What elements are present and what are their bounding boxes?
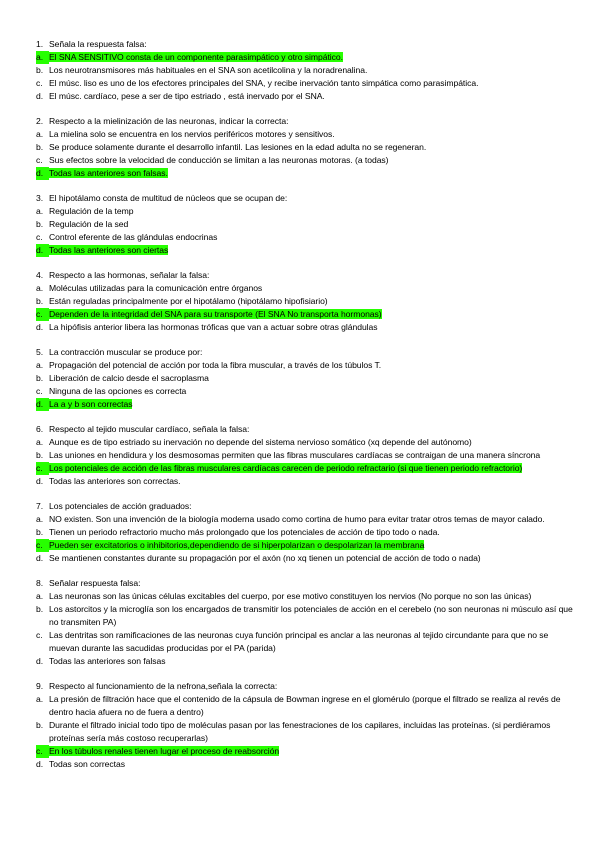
option-text: Están reguladas principalmente por el hipotálamo (hipotálamo hipofisiario): [49, 296, 328, 306]
question-2: [36, 115, 576, 180]
option-letter: c.: [36, 78, 43, 88]
option: [36, 629, 576, 655]
option-text-container: [49, 745, 576, 758]
option-highlighted: [36, 745, 576, 758]
option-text: Todas son correctas: [49, 759, 125, 769]
option-text-container: [49, 295, 576, 308]
question-number: 5.: [36, 347, 44, 357]
option: [36, 436, 576, 449]
option: [36, 218, 576, 231]
option: [36, 693, 576, 719]
option-text: La hipófisis anterior libera las hormonas tróficas que van a actuar sobre otras glándulas: [49, 322, 378, 332]
option-text-container: [49, 526, 576, 539]
option-letter: a.: [36, 51, 49, 64]
option-text-container: [49, 629, 576, 655]
option-text-container: [49, 590, 576, 603]
option: [36, 231, 576, 244]
option-text: El músc. cardíaco, pese a ser de tipo estriado , está inervado por el SNA.: [49, 91, 325, 101]
question-stem: [36, 680, 576, 693]
option: [36, 141, 576, 154]
option-text: Los neurotransmisores más habituales en el SNA son acetilcolina y la noradrenalina.: [49, 65, 368, 75]
option-letter: d.: [36, 476, 44, 486]
question-text: Respecto a las hormonas, señalar la falsa:: [49, 270, 210, 280]
option-letter: c.: [36, 386, 43, 396]
option-text-container: [49, 552, 576, 565]
option-text: Las neuronas son las únicas células excitables del cuerpo, por ese motivo constituyen los nervios (No porque no son las únicas): [49, 591, 532, 601]
option-text-container: [49, 436, 576, 449]
option-text: Sus efectos sobre la velocidad de conducción se limitan a las neuronas motoras. (a todas): [49, 155, 389, 165]
option: [36, 321, 576, 334]
option: [36, 295, 576, 308]
option-text: Todas las anteriores son falsas: [49, 656, 166, 666]
option-letter: a.: [36, 206, 44, 216]
option-letter: b.: [36, 219, 44, 229]
option-text-container: [49, 51, 576, 64]
option-text-container: [49, 359, 576, 372]
question-number: 8.: [36, 578, 44, 588]
option-text: Se produce solamente durante el desarrollo infantil. Las lesiones en la edad adulta no se regeneran.: [49, 142, 427, 152]
question-text: Señalar respuesta falsa:: [49, 578, 141, 588]
option-letter: a.: [36, 360, 44, 370]
question-number: 3.: [36, 193, 44, 203]
option-text-container: [49, 64, 576, 77]
option-text-container: [49, 758, 576, 771]
option: [36, 77, 576, 90]
option-highlighted: [36, 462, 576, 475]
option: [36, 719, 576, 745]
option: [36, 64, 576, 77]
option-text: Todas las anteriores son correctas.: [49, 476, 181, 486]
option-text-container: [49, 244, 576, 257]
question-text: La contracción muscular se produce por:: [49, 347, 203, 357]
option-text-container: [49, 308, 576, 321]
option: [36, 758, 576, 771]
option-letter: d.: [36, 244, 49, 257]
option-letter: c.: [36, 232, 43, 242]
question-stem: [36, 423, 576, 436]
option-letter: c.: [36, 308, 49, 321]
option-text-container: [49, 539, 576, 552]
option: [36, 90, 576, 103]
option-text: La mielina solo se encuentra en los nervios periféricos motores y sensitivos.: [49, 129, 335, 139]
option-highlighted: [36, 244, 576, 257]
option-letter: a.: [36, 437, 44, 447]
option-text-container: [49, 128, 576, 141]
option-letter: a.: [36, 514, 44, 524]
question-number: 4.: [36, 270, 44, 280]
option-letter: b.: [36, 720, 44, 730]
option: [36, 205, 576, 218]
question-list: [36, 38, 576, 783]
option-letter: d.: [36, 656, 44, 666]
option-letter: b.: [36, 296, 44, 306]
option: [36, 449, 576, 462]
option-letter: a.: [36, 694, 44, 704]
option: [36, 128, 576, 141]
question-8: [36, 577, 576, 668]
option-text: La a y b son correctas: [49, 399, 133, 409]
option-text: Durante el filtrado inicial todo tipo de moléculas pasan por las fenestraciones de los capilares, incluidas las proteínas. (si perdiéramos proteínas sería más costoso recuperarlas): [49, 720, 551, 743]
option-text-container: [49, 205, 576, 218]
option: [36, 655, 576, 668]
option-text: La presión de filtración hace que el contenido de la cápsula de Bowman ingrese en el glomérulo (porque el filtrado se realiza al revés de dentro hacia afuera no de fuera a dentro): [49, 694, 561, 717]
option-highlighted: [36, 167, 576, 180]
option: [36, 526, 576, 539]
option-text: Se mantienen constantes durante su propagación por el axón (no xq tienen un potencial de acción de todo o nada): [49, 553, 481, 563]
option-text: Todas las anteriores son falsas.: [49, 168, 168, 178]
question-stem: [36, 346, 576, 359]
option-text: Ninguna de las opciones es correcta: [49, 386, 187, 396]
option-letter: c.: [36, 745, 49, 758]
option-letter: a.: [36, 129, 44, 139]
option-letter: c.: [36, 539, 49, 552]
option-text: Los astorcitos y la microglía son los encargados de transmitir los potenciales de acción en el cerebelo (no son neuronas ni músculo así que no transmiten PA): [49, 604, 573, 627]
option-text-container: [49, 719, 576, 745]
option-text: El músc. liso es uno de los efectores principales del SNA, y recibe inervación tanto simpática como parasimpática.: [49, 78, 479, 88]
option-letter: c.: [36, 630, 43, 640]
option-text: Regulación de la temp: [49, 206, 134, 216]
option-text-container: [49, 603, 576, 629]
option-letter: d.: [36, 398, 49, 411]
option-text: Todas las anteriores son ciertas: [49, 245, 169, 255]
option-text: En los túbulos renales tienen lugar el proceso de reabsorción: [49, 746, 280, 756]
question-text: Los potenciales de acción graduados:: [49, 501, 192, 511]
option: [36, 385, 576, 398]
option-letter: d.: [36, 322, 44, 332]
option-text: Dependen de la integridad del SNA para su transporte (El SNA No transporta hormonas): [49, 309, 382, 319]
question-text: El hipotálamo consta de multitud de núcleos que se ocupan de:: [49, 193, 288, 203]
question-text: Respecto al tejido muscular cardíaco, señala la falsa:: [49, 424, 250, 434]
option-letter: b.: [36, 142, 44, 152]
option: [36, 552, 576, 565]
question-9: [36, 680, 576, 771]
option-text-container: [49, 513, 576, 526]
question-3: [36, 192, 576, 257]
question-stem: [36, 500, 576, 513]
option-letter: d.: [36, 553, 44, 563]
option-highlighted: [36, 398, 576, 411]
question-stem: [36, 577, 576, 590]
option-letter: b.: [36, 527, 44, 537]
option-text-container: [49, 167, 576, 180]
option: [36, 513, 576, 526]
question-4: [36, 269, 576, 334]
option-text-container: [49, 655, 576, 668]
option-text-container: [49, 231, 576, 244]
option-text: Las dentritas son ramificaciones de las neuronas cuya función principal es anclar a las neuronas al tejido circundante para que no se muevan durante las sacudidas producidas por el PA (parida): [49, 630, 549, 653]
option-text: Tienen un periodo refractorio mucho más prolongado que los potenciales de acción de tipo todo o nada.: [49, 527, 440, 537]
question-text: Señala la respuesta falsa:: [49, 39, 147, 49]
question-stem: [36, 38, 576, 51]
option-text-container: [49, 77, 576, 90]
option-letter: c.: [36, 462, 49, 475]
option-text-container: [49, 282, 576, 295]
question-number: 2.: [36, 116, 44, 126]
option-text: Aunque es de tipo estriado su inervación no depende del sistema nervioso somático (xq depende del autónomo): [49, 437, 472, 447]
option-highlighted: [36, 308, 576, 321]
option-text-container: [49, 321, 576, 334]
question-number: 1.: [36, 39, 44, 49]
option-letter: d.: [36, 167, 49, 180]
option: [36, 359, 576, 372]
option-text-container: [49, 218, 576, 231]
question-number: 9.: [36, 681, 44, 691]
option-text-container: [49, 141, 576, 154]
option-text-container: [49, 372, 576, 385]
option-letter: c.: [36, 155, 43, 165]
option: [36, 154, 576, 167]
option-letter: b.: [36, 604, 44, 614]
option-letter: b.: [36, 373, 44, 383]
option: [36, 475, 576, 488]
question-6: [36, 423, 576, 488]
option-letter: b.: [36, 65, 44, 75]
option: [36, 282, 576, 295]
option-letter: d.: [36, 759, 44, 769]
question-stem: [36, 269, 576, 282]
question-stem: [36, 115, 576, 128]
option-text-container: [49, 693, 576, 719]
option-letter: a.: [36, 283, 44, 293]
question-7: [36, 500, 576, 565]
option-highlighted: [36, 51, 576, 64]
question-5: [36, 346, 576, 411]
question-stem: [36, 192, 576, 205]
question-text: Respecto a la mielinización de las neuronas, indicar la correcta:: [49, 116, 289, 126]
option-text-container: [49, 385, 576, 398]
option-text: Moléculas utilizadas para la comunicación entre órganos: [49, 283, 263, 293]
option-text-container: [49, 462, 576, 475]
option-text: Las uniones en hendidura y los desmosomas permiten que las fibras musculares cardíacas se contraigan de una manera síncrona: [49, 450, 541, 460]
option: [36, 590, 576, 603]
option-text: Los potenciales de acción de las fibras musculares cardíacas carecen de periodo refractario (si que tienen periodo refractorio): [49, 463, 523, 473]
option-text-container: [49, 475, 576, 488]
question-number: 6.: [36, 424, 44, 434]
option-letter: d.: [36, 91, 44, 101]
option-letter: b.: [36, 450, 44, 460]
option-highlighted: [36, 539, 576, 552]
option-text: Liberación de calcio desde el sacroplasma: [49, 373, 209, 383]
option-text: El SNA SENSITIVO consta de un componente parasimpático y otro simpático.: [49, 52, 343, 62]
question-number: 7.: [36, 501, 44, 511]
option-text-container: [49, 398, 576, 411]
option-letter: a.: [36, 591, 44, 601]
question-text: Respecto al funcionamiento de la nefrona,señala la correcta:: [49, 681, 278, 691]
option-text: Pueden ser excitatorios o inhibitorios,dependiendo de si hiperpolarizan o despolarizan la membrana: [49, 540, 425, 550]
option-text-container: [49, 449, 576, 462]
option-text-container: [49, 154, 576, 167]
option: [36, 603, 576, 629]
option-text: Control eferente de las glándulas endocrinas: [49, 232, 218, 242]
option: [36, 372, 576, 385]
option-text: Regulación de la sed: [49, 219, 129, 229]
question-1: [36, 38, 576, 103]
option-text-container: [49, 90, 576, 103]
option-text: Propagación del potencial de acción por toda la fibra muscular, a través de los túbulos T.: [49, 360, 382, 370]
option-text: NO existen. Son una invención de la biología moderna usado como cortina de humo para evitar tratar otros temas de mayor calado.: [49, 514, 545, 524]
